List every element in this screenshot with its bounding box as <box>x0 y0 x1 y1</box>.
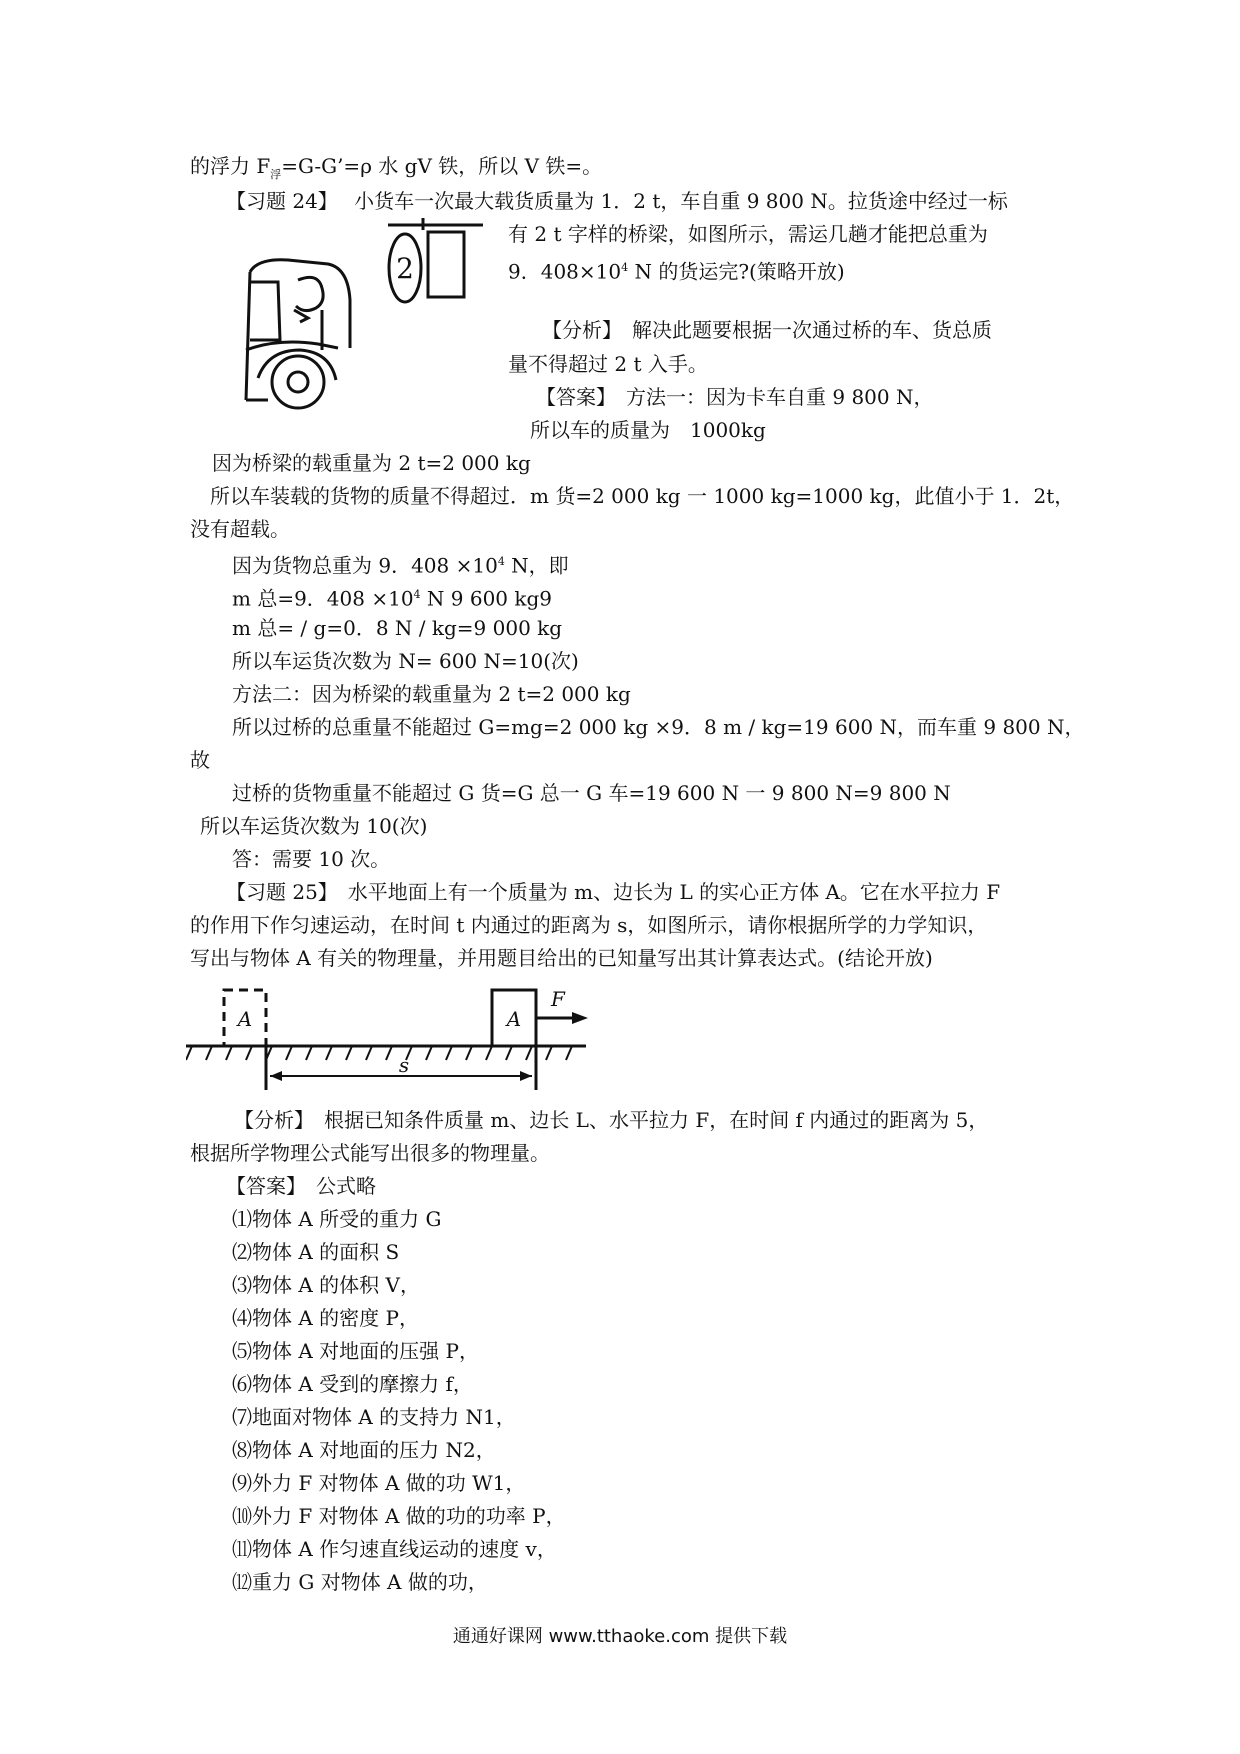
answer-25-header: 【答案】 公式略 <box>226 1174 376 1198</box>
text-fragment: =G-G’=ρ 水 gV 铁，所以 V 铁=。 <box>281 154 603 178</box>
exercise-24-line-2: 有 2 t 字样的桥梁，如图所示，需运几趟才能把总重为 <box>508 222 988 246</box>
text-line: 所以过桥的总重量不能超过 G=mg=2 000 kg ×9．8 m / kg=19 600 N，而车重 9 800 N， <box>232 715 1085 739</box>
answer-24-line-1: 【答案】 方法一：因为卡车自重 9 800 N， <box>536 385 934 409</box>
exercise-25-line-1: 【习题 25】 水平地面上有一个质量为 m、边长为 L 的实心正方体 A。它在水平拉力 F <box>226 880 1001 904</box>
distance-label: s <box>398 1053 410 1077</box>
text-line: 方法二：因为桥梁的载重量为 2 t=2 000 kg <box>232 682 631 706</box>
list-item: ⑸物体 A 对地面的压强 P， <box>232 1339 479 1363</box>
list-item: ⑶物体 A 的体积 V， <box>232 1273 420 1297</box>
text-fragment: N 的货运完?(策略开放) <box>628 259 845 284</box>
exercise-25-line-2: 的作用下作匀速运动，在时间 t 内通过的距离为 s，如图所示，请你根据所学的力学知识， <box>190 913 988 937</box>
text-line: 过桥的货物重量不能超过 G 货=G 总一 G 车=19 600 N 一 9 800 N=9 800 N <box>232 781 951 805</box>
exercise-25-line-3: 写出与物体 A 有关的物理量，并用题目给出的已知量写出其计算表达式。(结论开放) <box>190 946 933 970</box>
list-item: ⑿重力 G 对物体 A 做的功， <box>232 1570 488 1594</box>
answer-24-line-2: 所以车的质量为 1000kg <box>530 418 766 442</box>
text-fragment: N，即 <box>504 553 569 578</box>
text-line: 因为桥梁的载重量为 2 t=2 000 kg <box>212 451 531 475</box>
page-footer: 通通好课网 www.tthaoke.com 提供下载 <box>452 1626 788 1647</box>
text-line <box>190 152 602 189</box>
text-line: 故 <box>190 748 210 772</box>
text-fragment: m 总=9．408 ×10 <box>232 586 414 611</box>
block-motion-figure <box>186 980 596 1100</box>
subscript: 浮 <box>270 168 282 181</box>
text-fragment: 因为货物总重为 9．408 ×10 <box>232 553 498 578</box>
text-line: 答：需要 10 次。 <box>232 847 391 871</box>
text-line: 所以车运货次数为 N= 600 N=10(次) <box>232 649 579 673</box>
list-item: ⑻物体 A 对地面的压力 N2， <box>232 1438 496 1462</box>
text-fragment: 的浮力 F <box>190 154 271 178</box>
list-item: ⑷物体 A 的密度 P， <box>232 1306 419 1330</box>
text-line: 没有超载。 <box>190 517 290 541</box>
text-line <box>232 548 569 580</box>
block-label: A <box>506 1007 522 1031</box>
superscript: 4 <box>497 555 505 568</box>
list-item: ⑴物体 A 所受的重力 G <box>232 1207 442 1231</box>
list-item: ⑵物体 A 的面积 S <box>232 1240 400 1264</box>
truck-bridge-figure <box>238 210 538 410</box>
list-item: ⑼外力 F 对物体 A 做的功 W1， <box>232 1471 526 1495</box>
force-label: F <box>551 987 565 1011</box>
analysis-24-line-1: 【分析】 解决此题要根据一次通过桥的车、货总质 <box>542 318 992 342</box>
text-line: 所以车装载的货物的质量不得超过．m 货=2 000 kg 一 1000 kg=1000 kg，此值小于 1．2t， <box>210 484 1075 508</box>
text-line: m 总= / g=0．8 N / kg=9 000 kg <box>232 616 563 640</box>
text-line: 所以车运货次数为 10(次) <box>200 814 428 838</box>
superscript: 4 <box>413 588 421 601</box>
text-fragment: 9．408×10 <box>508 259 622 284</box>
list-item: ⑾物体 A 作匀速直线运动的速度 v， <box>232 1537 557 1561</box>
text-fragment: N 9 600 kg9 <box>420 586 553 611</box>
analysis-25-line-2: 根据所学物理公式能写出很多的物理量。 <box>190 1141 550 1165</box>
exercise-24-line-3 <box>508 254 845 286</box>
bridge-sign-label: 2 <box>396 252 414 285</box>
list-item: ⑺地面对物体 A 的支持力 N1， <box>232 1405 516 1429</box>
list-item: ⑽外力 F 对物体 A 做的功的功率 P， <box>232 1504 566 1528</box>
exercise-24-line-1: 【习题 24】 小货车一次最大载货质量为 1．2 t，车自重 9 800 N。拉货途中经过一标 <box>226 189 1008 213</box>
dashed-block-label: A <box>237 1007 253 1031</box>
text-line <box>232 581 552 613</box>
list-item: ⑹物体 A 受到的摩擦力 f， <box>232 1372 473 1396</box>
superscript: 4 <box>621 261 629 274</box>
analysis-24-line-2: 量不得超过 2 t 入手。 <box>508 352 708 376</box>
analysis-25-line-1: 【分析】 根据已知条件质量 m、边长 L、水平拉力 F，在时间 f 内通过的距离为 5， <box>234 1108 989 1132</box>
